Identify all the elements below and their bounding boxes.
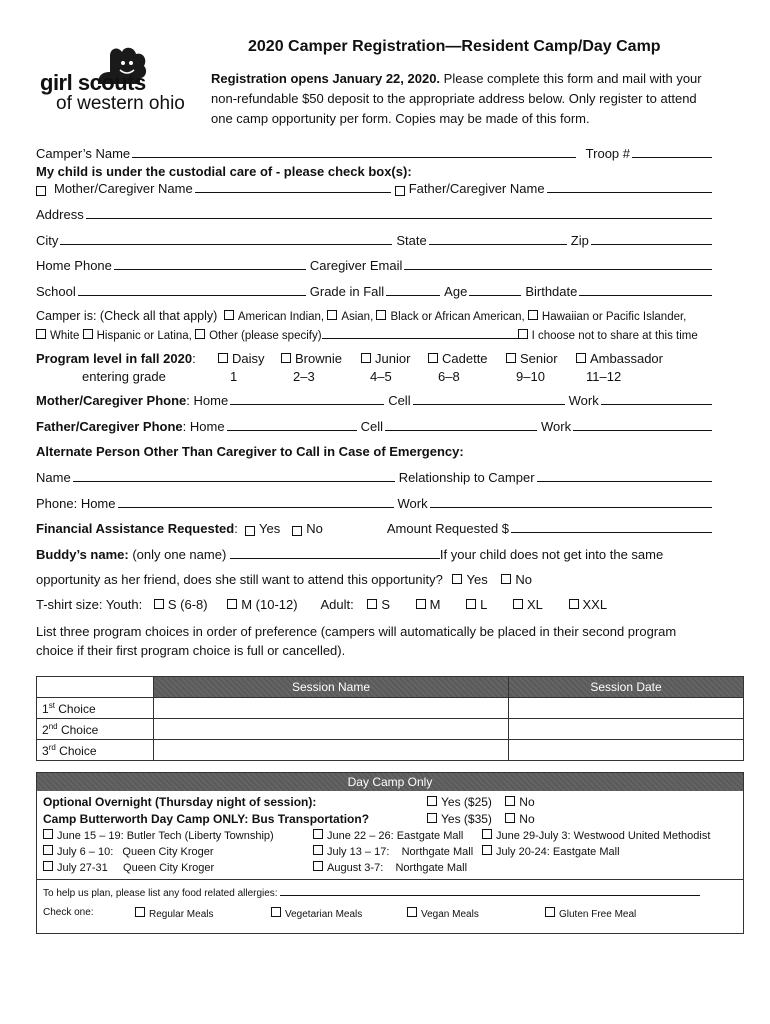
day-camp-divider [37, 879, 743, 880]
school-label: School [36, 284, 76, 299]
program-level-text: Program level in fall 2020 [36, 351, 193, 366]
registration-opens: Registration opens January 22, 2020. [211, 71, 441, 86]
session-july20[interactable]: July 20-24: Eastgate Mall [482, 845, 620, 858]
senior-checkbox[interactable] [506, 353, 516, 363]
father-checkbox[interactable] [395, 186, 405, 196]
father-home-field[interactable] [227, 429, 357, 431]
overnight-yes-label: Yes ($25) [441, 795, 492, 809]
white-label: White [50, 330, 80, 342]
hispanic-checkbox[interactable] [83, 329, 93, 339]
bus-options [427, 812, 535, 826]
cadette-checkbox[interactable] [428, 353, 438, 363]
american-indian-label: American Indian, [237, 311, 325, 323]
caregiver-email-label: Caregiver Email [309, 258, 403, 273]
state-field[interactable] [429, 243, 567, 245]
buddy-question2: opportunity as her friend, does she still want to attend this opportunity? [36, 572, 443, 587]
adult-l-checkbox[interactable] [466, 599, 476, 609]
troop-field[interactable] [632, 156, 712, 158]
hispanic-label: Hispanic or Latina, [96, 330, 192, 342]
black-label: Black or African American, [390, 311, 525, 323]
city-field[interactable] [60, 243, 392, 245]
birthdate-label: Birthdate [525, 284, 578, 299]
tshirt-label: T-shirt size: Youth: [36, 597, 143, 612]
brownie-label: Brownie [295, 351, 342, 366]
senior-label: Senior [520, 351, 558, 366]
session-july27[interactable]: July 27-31 Queen City Kroger [43, 861, 214, 874]
level-cadette[interactable] [428, 351, 488, 366]
camper-name-field[interactable] [132, 156, 576, 158]
hawaiian-label: Hawaiian or Pacific Islander, [541, 311, 687, 323]
youth-s-checkbox[interactable] [154, 599, 164, 609]
bus-yes-label: Yes ($35) [441, 812, 492, 826]
tshirt-row [36, 597, 607, 612]
grade-field[interactable] [386, 294, 440, 296]
zip-field[interactable] [591, 243, 712, 245]
birthdate-field[interactable] [579, 294, 712, 296]
address-label: Address [36, 207, 84, 222]
buddy-no-checkbox[interactable] [501, 574, 511, 584]
alternate-home-field[interactable] [118, 506, 394, 508]
camper-name-row [36, 146, 716, 161]
grade-label: Grade in Fall [309, 284, 385, 299]
city-row [36, 233, 716, 248]
grade-cadette: 6–8 [438, 369, 460, 384]
zip-label: Zip [570, 233, 589, 248]
financial-row: Financial Assistance Requested : Yes No Amount Requested $ [36, 521, 716, 536]
overnight-no-checkbox[interactable] [505, 796, 515, 806]
alternate-work-label: Work [397, 496, 428, 511]
overnight-label: Optional Overnight (Thursday night of session): [43, 795, 317, 809]
preferences-header-blank [37, 677, 154, 698]
school-row [36, 284, 716, 299]
address-field[interactable] [86, 217, 712, 219]
choice-3-label: 3rd Choice [37, 740, 154, 761]
black-checkbox[interactable] [376, 310, 386, 320]
junior-label: Junior [375, 351, 411, 366]
buddy-row [36, 546, 663, 562]
father-cell-field[interactable] [385, 429, 537, 431]
level-ambassador[interactable] [576, 351, 663, 366]
intro-line1 [211, 71, 702, 86]
overnight-no-label: No [519, 795, 535, 809]
buddy-label: Buddy’s name: [36, 547, 129, 562]
buddy-note: (only one name) [132, 547, 227, 562]
buddy-question-row [36, 572, 532, 587]
troop-label: Troop # [585, 146, 630, 161]
choice-2-label: 2nd Choice [37, 719, 154, 740]
adult-s-label: S [381, 597, 391, 612]
mother-cell-label: Cell [388, 393, 411, 408]
choice-3-date-cell[interactable] [509, 740, 744, 761]
level-daisy[interactable] [218, 351, 265, 366]
age-label: Age [444, 284, 468, 299]
bus-no-label: No [519, 812, 535, 826]
choice-1-date-cell[interactable] [509, 698, 744, 719]
intro-line3: one camp opportunity per form. Copies may be made of this form. [211, 111, 590, 126]
junior-checkbox[interactable] [361, 353, 371, 363]
bus-label: Camp Butterworth Day Camp ONLY: Bus Transportation? [43, 812, 370, 826]
adult-xxl-label: XXL [582, 597, 608, 612]
father-work-label: Work [540, 419, 572, 434]
session-june22[interactable]: June 22 – 26: Eastgate Mall [313, 829, 463, 842]
youth-m-checkbox[interactable] [227, 599, 237, 609]
choice-2-date-cell[interactable] [509, 719, 744, 740]
father-name-label: Father/Caregiver Name [408, 181, 545, 196]
adult-xl-checkbox[interactable] [513, 599, 523, 609]
caregiver-email-field[interactable] [404, 268, 712, 270]
city-label: City [36, 233, 59, 248]
age-field[interactable] [469, 294, 521, 296]
financial-no-checkbox[interactable] [292, 526, 302, 536]
amount-label: Amount Requested $ [386, 521, 510, 536]
allergy-row [43, 885, 700, 899]
buddy-no-label: No [515, 572, 532, 587]
choice-2-session-cell[interactable] [154, 719, 509, 740]
adult-m-checkbox[interactable] [416, 599, 426, 609]
youth-s-label: S (6-8) [167, 597, 208, 612]
mother-phone-label: Mother/Caregiver Phone [36, 393, 187, 408]
ethnicity-line1 [36, 309, 686, 323]
day-camp-heading: Day Camp Only [37, 773, 743, 791]
american-indian-checkbox[interactable] [224, 310, 234, 320]
mother-name-label: Mother/Caregiver Name [54, 181, 193, 196]
mother-work-field[interactable] [601, 403, 712, 405]
preferences-table [36, 676, 744, 761]
bus-no-checkbox[interactable] [505, 813, 515, 823]
intro-line2: non-refundable $50 deposit to the appropriate address below. Only register to attend [211, 91, 697, 106]
intro-rest: Please complete this form and mail with your [443, 71, 702, 86]
buddy-yes-checkbox[interactable] [452, 574, 462, 584]
session-august3[interactable]: August 3-7: Northgate Mall [313, 861, 467, 874]
financial-yes-checkbox[interactable] [245, 526, 255, 536]
no-share-checkbox[interactable] [518, 329, 528, 339]
preferences-instructions-1: List three program choices in order of preference (campers will automatically be placed in their second program [36, 624, 677, 639]
entering-grade-label: entering grade [82, 369, 166, 384]
other-checkbox[interactable] [195, 329, 205, 339]
phone-email-row [36, 258, 716, 273]
school-field[interactable] [78, 294, 306, 296]
overnight-options [427, 795, 535, 809]
grade-brownie: 2–3 [293, 369, 315, 384]
mother-phone-row: Mother/Caregiver Phone : Home Cell Work [36, 393, 716, 408]
session-july13[interactable]: July 13 – 17: Northgate Mall [313, 845, 473, 858]
cadette-label: Cadette [442, 351, 488, 366]
father-phone-row: Father/Caregiver Phone : Home Cell Work [36, 419, 716, 434]
table-row [37, 719, 744, 740]
mother-work-label: Work [568, 393, 599, 408]
hawaiian-checkbox[interactable] [528, 310, 538, 320]
amount-field[interactable] [511, 531, 712, 533]
relationship-label: Relationship to Camper [398, 470, 535, 485]
white-checkbox[interactable] [36, 329, 46, 339]
brownie-checkbox[interactable] [281, 353, 291, 363]
mother-checkbox[interactable] [36, 186, 46, 196]
father-name-field[interactable] [547, 191, 712, 193]
mother-cell-field[interactable] [413, 403, 565, 405]
alternate-phone-label: Phone: Home [36, 496, 116, 511]
bus-yes-checkbox[interactable] [427, 813, 437, 823]
preferences-instructions-2: choice if their first program choice is full or cancelled). [36, 643, 346, 658]
home-phone-label: Home Phone [36, 258, 112, 273]
camper-name-label: Camper’s Name [36, 146, 131, 161]
table-row [37, 740, 744, 761]
grade-daisy: 1 [230, 369, 238, 384]
father-phone-label: Father/Caregiver Phone [36, 419, 183, 434]
session-june29[interactable]: June 29-July 3: Westwood United Methodist [482, 829, 710, 842]
ambassador-label: Ambassador [590, 351, 663, 366]
adult-xl-label: XL [526, 597, 543, 612]
level-junior[interactable] [361, 351, 410, 366]
mother-home-label: Home [193, 393, 229, 408]
father-work-field[interactable] [573, 429, 712, 431]
father-home-label: Home [189, 419, 225, 434]
choice-1-label: 1st Choice [37, 698, 154, 719]
alternate-work-field[interactable] [430, 506, 712, 508]
overnight-yes-checkbox[interactable] [427, 796, 437, 806]
grade-junior: 4–5 [370, 369, 392, 384]
state-label: State [396, 233, 427, 248]
buddy-name-field[interactable] [230, 546, 440, 559]
mother-name-field[interactable] [195, 191, 391, 193]
table-row [37, 698, 744, 719]
financial-no-label: No [306, 521, 323, 536]
other-label: Other (please specify) [209, 330, 322, 342]
adult-l-label: L [480, 597, 488, 612]
adult-label: Adult: [320, 597, 354, 612]
buddy-question1: If your child does not get into the same [439, 547, 664, 562]
alternate-heading: Alternate Person Other Than Caregiver to Call in Case of Emergency: [36, 444, 464, 459]
session-july6[interactable]: July 6 – 10: Queen City Kroger [43, 845, 214, 858]
program-level-label: Program level in fall 2020: [36, 351, 196, 366]
session-date-header: Session Date [509, 677, 744, 698]
logo-line2: of western ohio [56, 93, 185, 114]
financial-label: Financial Assistance Requested [36, 521, 235, 536]
preferences-header-row [37, 677, 744, 698]
meal-vegetarian[interactable]: Vegetarian Meals [271, 907, 362, 920]
alternate-phone-row [36, 496, 716, 511]
ambassador-checkbox[interactable] [576, 353, 586, 363]
youth-m-label: M (10-12) [241, 597, 298, 612]
page-title: 2020 Camper Registration—Resident Camp/Day Camp [248, 38, 661, 55]
session-june15[interactable]: June 15 – 19: Butler Tech (Liberty Township) [43, 829, 274, 842]
home-phone-field[interactable] [114, 268, 306, 270]
daisy-checkbox[interactable] [218, 353, 228, 363]
financial-yes-label: Yes [259, 521, 281, 536]
asian-checkbox[interactable] [327, 310, 337, 320]
day-camp-section [36, 772, 744, 934]
alternate-name-row [36, 470, 716, 485]
adult-s-checkbox[interactable] [367, 599, 377, 609]
meal-vegan[interactable]: Vegan Meals [407, 907, 479, 920]
allergy-label: To help us plan, please list any food related allergies: [43, 888, 278, 899]
custody-label: My child is under the custodial care of - please check box(s): [36, 164, 412, 179]
grade-senior: 9–10 [516, 369, 545, 384]
father-cell-label: Cell [360, 419, 383, 434]
choice-1-session-cell[interactable] [154, 698, 509, 719]
adult-m-label: M [429, 597, 441, 612]
grade-ambassador: 11–12 [586, 369, 622, 384]
choice-3-session-cell[interactable] [154, 740, 509, 761]
custody-row [36, 181, 716, 196]
ethnicity-line2 [36, 326, 698, 342]
alternate-name-field[interactable] [73, 480, 395, 482]
buddy-yes-label: Yes [466, 572, 488, 587]
other-specify-field[interactable] [322, 326, 518, 339]
level-senior[interactable] [506, 351, 558, 366]
daisy-label: Daisy [232, 351, 265, 366]
address-row [36, 207, 716, 222]
logo-line1: girl scouts [40, 70, 146, 95]
meal-regular[interactable]: Regular Meals [135, 907, 213, 920]
level-brownie[interactable] [281, 351, 342, 366]
logo [38, 44, 198, 116]
check-one-label: Check one: [43, 907, 94, 918]
ethnicity-intro: Camper is: (Check all that apply) [36, 309, 218, 323]
no-share-label: I choose not to share at this time [531, 330, 698, 342]
relationship-field[interactable] [537, 480, 712, 482]
meal-gluten-free[interactable]: Gluten Free Meal [545, 907, 636, 920]
session-name-header: Session Name [154, 677, 509, 698]
mother-home-field[interactable] [230, 403, 384, 405]
adult-xxl-checkbox[interactable] [569, 599, 579, 609]
asian-label: Asian, [341, 311, 374, 323]
allergy-field[interactable] [280, 885, 700, 896]
alternate-name-label: Name [36, 470, 71, 485]
